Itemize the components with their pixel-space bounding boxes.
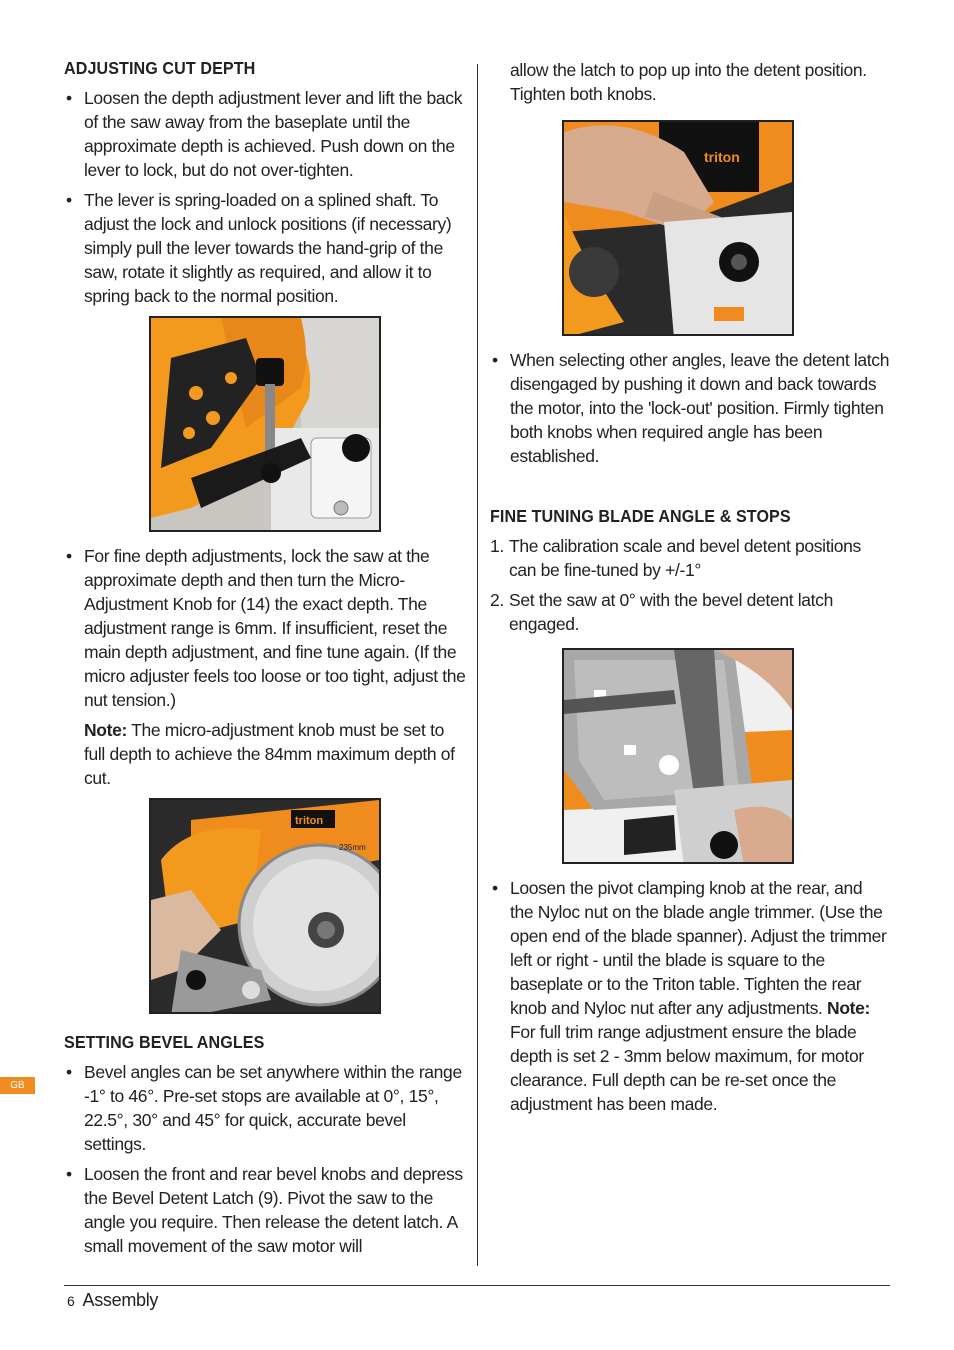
list-item: • When selecting other angles, leave the detent latch disengaged by pushing it down and back towards the motor, into the 'lock-out' position. Firmly tighten both knobs when required angle has been established. [490, 348, 890, 468]
micro-adjust-illustration [151, 800, 379, 1014]
photo-micro-adjust [149, 798, 381, 1014]
heading-adjusting-cut-depth: ADJUSTING CUT DEPTH [64, 58, 256, 78]
language-tab: GB [0, 1077, 35, 1094]
note-paragraph [64, 718, 466, 790]
list-item [490, 588, 890, 636]
left-column [64, 58, 466, 1264]
photo-detent-latch [562, 120, 794, 336]
heading-setting-bevel-angles: SETTING BEVEL ANGLES [64, 1032, 265, 1052]
pivot-note-label: Note: [827, 998, 870, 1018]
step-text: Set the saw at 0° with the bevel detent latch engaged. [509, 590, 833, 634]
list-item [490, 876, 890, 1116]
page-footer [67, 1290, 158, 1311]
list-item: • Bevel angles can be set anywhere within the range -1° to 46°. Pre-set stops are available at 0°, 15°, 22.5°, 30° and 45° for quick, accurate bevel settings. [64, 1060, 466, 1156]
list-item [490, 534, 890, 582]
fine-tuning-steps [490, 534, 890, 636]
note-label: Note: [84, 720, 127, 740]
section-name: Assembly [82, 1290, 159, 1310]
cut-depth-list [64, 86, 466, 308]
column-divider [477, 64, 478, 1266]
page-number: 6 [67, 1293, 75, 1309]
depth-lever-illustration [151, 318, 379, 530]
continued-paragraph: allow the latch to pop up into the detent position. Tighten both knobs. [510, 60, 867, 104]
step-number: 1. [490, 536, 504, 556]
step-text: The calibration scale and bevel detent positions can be fine-tuned by +/-1° [509, 536, 861, 580]
footer-rule [64, 1285, 890, 1286]
photo-baseplate-square [562, 648, 794, 864]
heading-fine-tuning: FINE TUNING BLADE ANGLE & STOPS [490, 506, 791, 526]
pivot-list [490, 876, 890, 1116]
list-item: • For fine depth adjustments, lock the saw at the approximate depth and then turn the Micro-Adjustment Knob for (14) the exact depth. The adjustment range is 6mm. If insufficient, reset the main depth adjustment, and fine tune again. (If the micro adjuster feels too loose or too tight, adjust the nut tension.) [64, 544, 466, 712]
baseplate-square-illustration [564, 650, 792, 864]
pivot-text: Loosen the pivot clamping knob at the rear, and the Nyloc nut on the blade angle trimmer. (Use the open end of the blade spanner). Adjust the trimmer left or right - until the blade is square to the baseplate or to the Triton table. Tighten the rear knob and Nyloc nut after any adjustments. [510, 878, 887, 1018]
photo-size-label: 235mm [339, 843, 366, 852]
step-number: 2. [490, 590, 504, 610]
photo-logo: triton [704, 149, 740, 165]
list-item: • Loosen the front and rear bevel knobs and depress the Bevel Detent Latch (9). Pivot the saw to the angle you require. Then release the detent latch. A small movement of the saw motor will [64, 1162, 466, 1258]
list-item: • Loosen the depth adjustment lever and lift the back of the saw away from the baseplate until the approximate depth is achieved. Push down on the lever to lock, but do not over-tighten. [64, 86, 466, 182]
pivot-note-text: For full trim range adjustment ensure the blade depth is set 2 - 3mm below maximum, for motor clearance. Full depth can be re-set once the adjustment has been made. [510, 1022, 864, 1114]
bevel-list [64, 1060, 466, 1258]
detent-latch-illustration [564, 122, 792, 336]
photo-logo: triton [295, 815, 324, 827]
other-angles-list [490, 348, 890, 468]
right-column [490, 58, 890, 1122]
list-item: • The lever is spring-loaded on a splined shaft. To adjust the lock and unlock positions (if necessary) simply pull the lever towards the hand-grip of the saw, rotate it slightly as required, and allow it to spring back to the normal position. [64, 188, 466, 308]
note-text: The micro-adjustment knob must be set to full depth to achieve the 84mm maximum depth of cut. [84, 720, 455, 788]
photo-depth-lever [149, 316, 381, 532]
fine-depth-list [64, 544, 466, 712]
